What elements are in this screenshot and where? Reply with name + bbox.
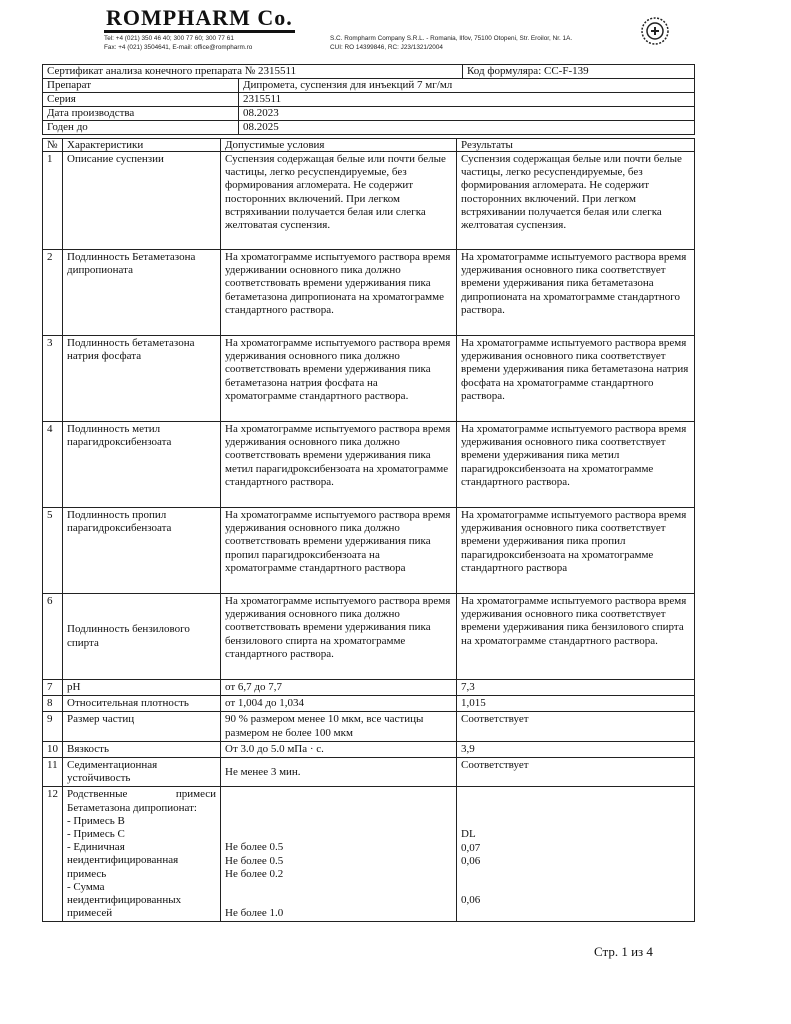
table-row bbox=[43, 680, 695, 696]
row-results: На хроматограмме испытуемого раствора время удерживания основного пика соответствует времени удерживания пика пропил парагидроксибензоата на хроматограмме стандартного раствора bbox=[457, 508, 695, 594]
info-row bbox=[43, 93, 695, 107]
info-value: 08.2025 bbox=[239, 121, 695, 135]
impurity-limit: Не более 0.2 bbox=[225, 867, 284, 880]
column-header-num: № bbox=[43, 139, 63, 152]
impurity-limit: Не более 0.5 bbox=[225, 841, 284, 854]
impurities-results bbox=[457, 787, 695, 922]
row-characteristic: Подлинность бетаметазона натрия фосфата bbox=[63, 336, 221, 422]
table-row bbox=[43, 336, 695, 422]
fax-line: Fax: +4 (021) 3504641, E-mail: office@rompharm.ro bbox=[104, 44, 253, 51]
row-number: 3 bbox=[43, 336, 63, 422]
row-number: 2 bbox=[43, 250, 63, 336]
row-number: 1 bbox=[43, 152, 63, 250]
row-characteristic: pH bbox=[63, 680, 221, 696]
phone-line: Tel: +4 (021) 350 46 40; 300 77 60; 300 77 61 bbox=[104, 35, 234, 42]
impurity-limit: Не более 0.5 bbox=[225, 854, 284, 867]
info-label: Дата производства bbox=[43, 107, 239, 121]
impurity-name: - Примесь B bbox=[67, 814, 125, 827]
letterhead bbox=[0, 0, 791, 64]
row-results: На хроматограмме испытуемого раствора время удерживания основного пика соответствует времени удерживания пика бетаметазона дипропионата на хроматограмме стандартного раствора. bbox=[457, 250, 695, 336]
row-characteristic: Подлинность бензилового спирта bbox=[63, 594, 221, 680]
certificate-title: Сертификат анализа конечного препарата № 2315511 bbox=[43, 65, 463, 79]
impurities-heading: Родственные примеси Бетаметазона дипропионат: bbox=[67, 788, 216, 814]
info-row bbox=[43, 121, 695, 135]
impurity-result: 0,07 bbox=[461, 841, 481, 854]
row-characteristic: Вязкость bbox=[63, 741, 221, 757]
impurity-name: - Примесь C bbox=[67, 828, 125, 841]
table-row bbox=[43, 422, 695, 508]
row-limits: На хроматограмме испытуемого раствора время удерживании основного пика должно соответствовать времени удерживания пика бетаметазона дипропионата на хроматограмме стандартного раствора. bbox=[221, 250, 457, 336]
row-characteristic: Размер частиц bbox=[63, 712, 221, 741]
column-header-characteristic: Характеристики bbox=[63, 139, 221, 152]
row-limits: На хроматограмме испытуемого раствора время удерживания основного пика должно соответствовать времени удерживания пика бензилового спирта на хроматограмме стандартного раствора. bbox=[221, 594, 457, 680]
impurities-limits bbox=[221, 787, 457, 922]
row-results: 1,015 bbox=[457, 696, 695, 712]
table-row bbox=[43, 250, 695, 336]
row-number: 9 bbox=[43, 712, 63, 741]
row-results: На хроматограмме испытуемого раствора время удерживания основного пика соответствует времени удерживания пика бетаметазона натрия фосфата на хроматограмме стандартного раствора. bbox=[457, 336, 695, 422]
info-row bbox=[43, 79, 695, 93]
column-header-limits: Допустимые условия bbox=[221, 139, 457, 152]
row-results: 3,9 bbox=[457, 741, 695, 757]
impurity-result: DL bbox=[461, 828, 476, 841]
info-row bbox=[43, 107, 695, 121]
info-label: Годен до bbox=[43, 121, 239, 135]
impurity-name: - Единичная неидентифицированная примесь bbox=[67, 841, 179, 880]
row-results: Суспензия содержащая белые или почти белые частицы, легко ресуспендируемые, без формирования агломерата. Не содержит посторонних включений. При легком встряхивании получается белая или слегка желтоватая суспензия. bbox=[457, 152, 695, 250]
info-value: Дипромета, суспензия для инъекций 7 мг/мл bbox=[239, 79, 695, 93]
info-value: 2315511 bbox=[239, 93, 695, 107]
certificate-info-table bbox=[42, 64, 695, 135]
row-limits: 90 % размером менее 10 мкм, все частицы размером не более 100 мкм bbox=[221, 712, 457, 741]
info-label: Препарат bbox=[43, 79, 239, 93]
impurity-result: 0,06 bbox=[461, 854, 481, 867]
specification-table bbox=[42, 138, 695, 922]
table-row bbox=[43, 712, 695, 741]
row-results: Соответствует bbox=[457, 712, 695, 741]
row-characteristic: Подлинность Бетаметазона дипропионата bbox=[63, 250, 221, 336]
table-row bbox=[43, 741, 695, 757]
info-value: 08.2023 bbox=[239, 107, 695, 121]
row-results: На хроматограмме испытуемого раствора время удерживания основного пика соответствует времени удерживания пика бензилового спирта на хроматограмме стандартного раствора. bbox=[457, 594, 695, 680]
row-number: 8 bbox=[43, 696, 63, 712]
row-limits: От 3.0 до 5.0 мПа · с. bbox=[221, 741, 457, 757]
row-number: 10 bbox=[43, 741, 63, 757]
table-row bbox=[43, 758, 695, 787]
address-line: S.C. Rompharm Company S.R.L. - Romania, Ilfov, 75100 Otopeni, Str. Eroilor, Nr. 1A. bbox=[330, 35, 573, 42]
row-limits: На хроматограмме испытуемого раствора время удерживания основного пика должно соответствовать времени удерживания пика метил парагидроксибензоата на хроматограмме стандартного раствора. bbox=[221, 422, 457, 508]
registration-line: CUI: RO 14399846, RC: J23/1321/2004 bbox=[330, 44, 443, 51]
row-number: 7 bbox=[43, 680, 63, 696]
row-results: 7,3 bbox=[457, 680, 695, 696]
table-row bbox=[43, 594, 695, 680]
row-number: 6 bbox=[43, 594, 63, 680]
row-limits: Не менее 3 мин. bbox=[221, 758, 457, 787]
form-code: Код формуляра: CC-F-139 bbox=[463, 65, 695, 79]
impurities-characteristic bbox=[63, 787, 221, 922]
table-row bbox=[43, 696, 695, 712]
row-limits: Суспензия содержащая белые или почти белые частицы, легко ресуспендируемые, без формирования агломерата. Не содержит посторонних включений. При легком встряхивании получается белая или слегка желтоватая суспензия. bbox=[221, 152, 457, 250]
row-results: Соответствует bbox=[457, 758, 695, 787]
certification-emblem-icon bbox=[640, 16, 670, 46]
row-limits: На хроматограмме испытуемого раствора время удерживания основного пика должно соответствовать времени удерживания пика бетаметазона натрия фосфата на хроматограмме стандартного раствора. bbox=[221, 336, 457, 422]
table-header-row bbox=[43, 139, 695, 152]
row-number: 4 bbox=[43, 422, 63, 508]
row-number: 12 bbox=[43, 787, 63, 922]
row-characteristic: Подлинность метил парагидроксибензоата bbox=[63, 422, 221, 508]
row-number: 5 bbox=[43, 508, 63, 594]
table-row-impurities bbox=[43, 787, 695, 922]
row-characteristic: Седиментационная устойчивость bbox=[63, 758, 221, 787]
row-number: 11 bbox=[43, 758, 63, 787]
info-label: Серия bbox=[43, 93, 239, 107]
row-characteristic: Подлинность пропил парагидроксибензоата bbox=[63, 508, 221, 594]
certificate-title-row bbox=[43, 65, 695, 79]
impurity-name: - Сумма неидентифицированных примесей bbox=[67, 880, 182, 920]
table-row bbox=[43, 152, 695, 250]
impurity-limit: Не более 1.0 bbox=[225, 907, 284, 920]
table-row bbox=[43, 508, 695, 594]
address-block bbox=[330, 34, 572, 52]
row-characteristic: Относительная плотность bbox=[63, 696, 221, 712]
row-limits: На хроматограмме испытуемого раствора время удерживания основного пика должно соответствовать времени удерживания пика пропил парагидроксибензоата на хроматограмме стандартного раствора bbox=[221, 508, 457, 594]
contact-block bbox=[104, 34, 252, 52]
row-results: На хроматограмме испытуемого раствора время удерживания основного пика соответствует времени удерживания пика метил парагидроксибензоата на хроматограмме стандартного раствора. bbox=[457, 422, 695, 508]
column-header-results: Результаты bbox=[457, 139, 695, 152]
company-logo: ROMPHARM Co. bbox=[104, 6, 295, 33]
row-limits: от 1,004 до 1,034 bbox=[221, 696, 457, 712]
row-limits: от 6,7 до 7,7 bbox=[221, 680, 457, 696]
row-characteristic: Описание суспензии bbox=[63, 152, 221, 250]
impurity-result: 0,06 bbox=[461, 894, 481, 907]
page-number: Стр. 1 из 4 bbox=[594, 944, 653, 959]
